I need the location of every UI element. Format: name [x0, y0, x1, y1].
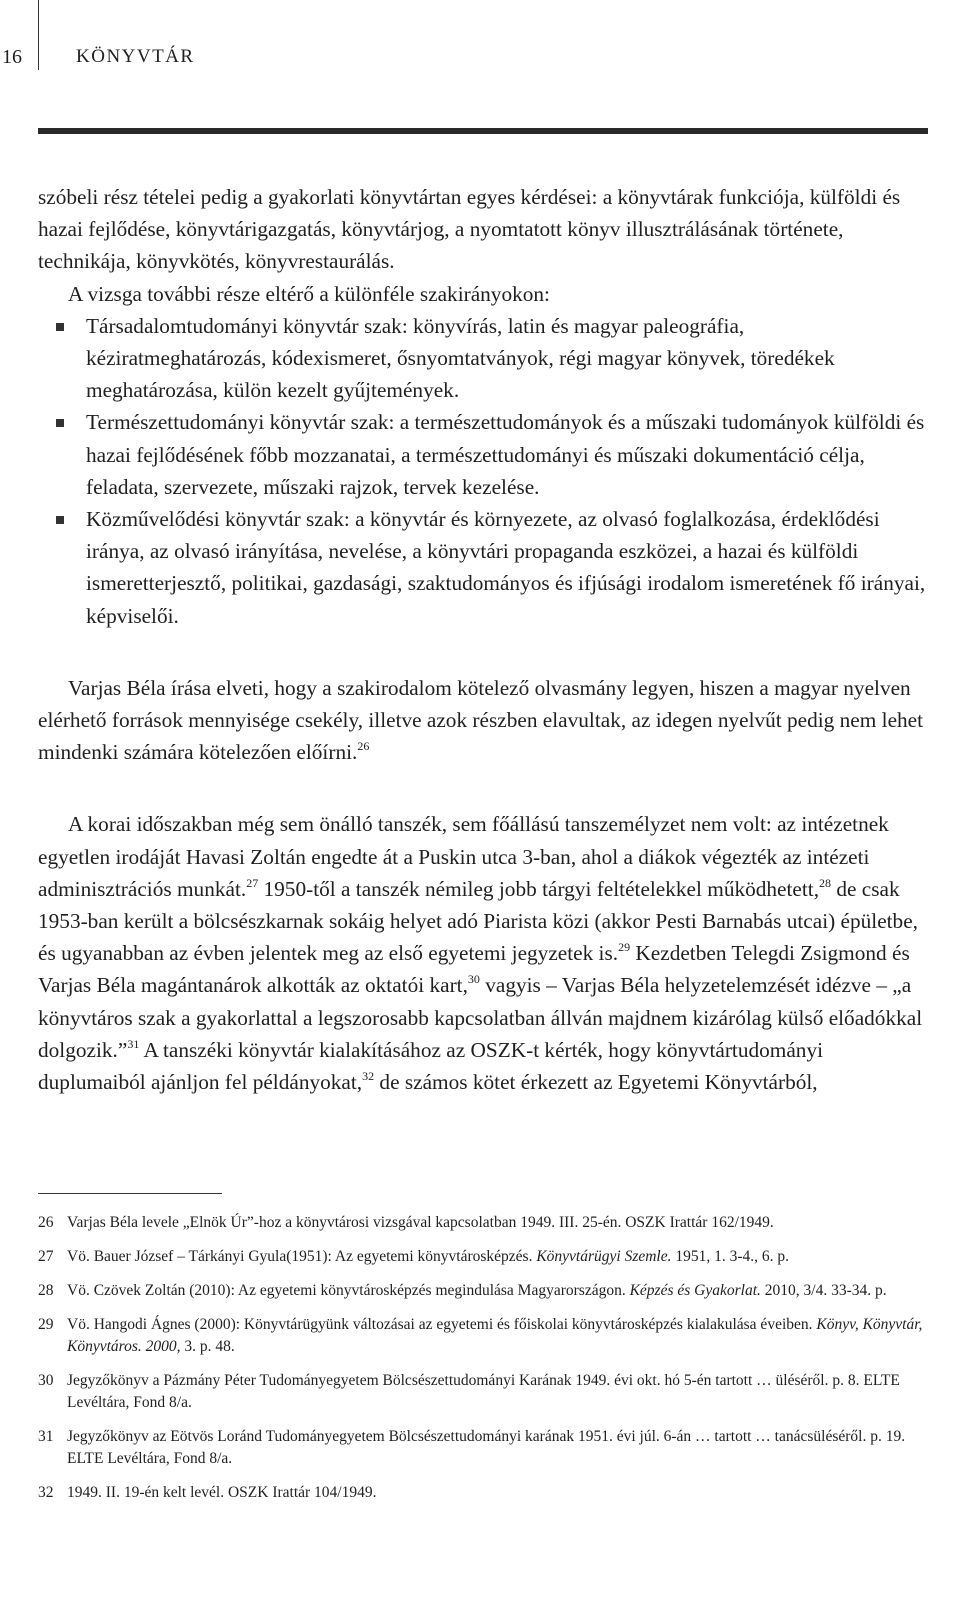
header-rule [38, 128, 928, 134]
list-item-text: Közművelődési könyvtár szak: a könyvtár és környezete, az olvasó foglalkozása, érdeklődési iránya, az olvasó irányítása, nevelése, a könyvtári propaganda eszközei, a hazai és külföldi ismeretterjesztő, politikai, gazdasági, szaktudományos és ifjúsági irodalom ismeretének fő irányai, képviselői. [86, 507, 926, 628]
footnote-number: 26 [38, 1214, 54, 1231]
footnote-ref: 31 [127, 1036, 140, 1051]
footnote-text: Varjas Béla levele „Elnök Úr”-hoz a könyvtárosi vizsgával kapcsolatban 1949. III. 25-én. OSZK Irattár 162/1949. [67, 1214, 774, 1231]
list-item-text: Természettudományi könyvtár szak: a természettudományok és a műszaki tudományok külföldi és hazai fejlődésének főbb mozzanatai, a természettudományi és műszaki dokumentáció célja, feladata, szervezete, műszaki rajzok, tervek kezelése. [86, 410, 925, 499]
footnote-27 [38, 1246, 928, 1268]
footnote-29 [38, 1314, 928, 1358]
running-head: KÖNYVTÁR [76, 46, 195, 67]
square-bullet-icon [56, 323, 64, 331]
footnote-26 [38, 1212, 928, 1234]
footnote-ref: 29 [618, 940, 631, 955]
footnotes-list [38, 1212, 928, 1516]
list-item [38, 406, 928, 503]
footnote-separator [38, 1193, 222, 1194]
footnote-ref: 26 [357, 739, 370, 754]
footnote-ref: 32 [362, 1069, 375, 1084]
footnote-number: 28 [38, 1282, 54, 1299]
footnote-31 [38, 1426, 928, 1470]
footnote-text: 1949. II. 19-én kelt levél. OSZK Irattár 104/1949. [67, 1484, 377, 1501]
footnote-number: 29 [38, 1316, 54, 1333]
paragraph-text: Varjas Béla írása elveti, hogy a szakirodalom kötelező olvasmány legyen, hiszen a magyar nyelven elérhető források mennyisége csekély, illetve azok részben elavultak, az idegen nyelvűt pedig nem lehet mindenki számára kötelezően előírni. [38, 675, 924, 765]
page-number: 16 [2, 46, 22, 68]
paragraph-text: de számos kötet érkezett az Egyetemi Könyvtárból, [374, 1070, 818, 1095]
footnote-32 [38, 1482, 928, 1504]
list-item [38, 503, 928, 632]
footnote-text: 1951, 1. 3-4., 6. p. [671, 1248, 790, 1265]
footnote-number: 30 [38, 1372, 54, 1389]
footnote-number: 27 [38, 1248, 54, 1265]
footnote-text: 2010, 3/4. 33-34. p. [760, 1282, 887, 1299]
paragraph-text: vagyis – Varjas Béla helyzetelemzését idézve – „a könyvtáros szak a gyakorlattal a legszorosabb kapcsolatban állván majdnem kizárólag külső előadókkal dolgozik.” [38, 973, 923, 1062]
footnote-number: 32 [38, 1484, 54, 1501]
footnote-28 [38, 1280, 928, 1302]
intro-paragraph: szóbeli rész tételei pedig a gyakorlati könyvtártan egyes kérdései: a könyvtárak funkciója, külföldi és hazai fejlődése, könyvtárigazgatás, könyvtárjog, a nyomtatott könyv illusztrálásának története, technikája, könyvkötés, könyvrestaurálás. [38, 185, 901, 274]
footnote-text: Vö. Bauer József – Tárkányi Gyula(1951): Az egyetemi könyvtárosképzés. [67, 1248, 537, 1265]
square-bullet-icon [56, 516, 64, 524]
header-vertical-rule [38, 0, 39, 70]
footnote-text: Vö. Hangodi Ágnes (2000): Könyvtárügyünk változásai az egyetemi és főiskolai könyvtárosképzés kialakulása éveiben. [67, 1316, 817, 1333]
paragraph-early-period [38, 808, 928, 1098]
footnote-ref: 27 [246, 875, 259, 890]
footnote-text: Vö. Czövek Zoltán (2010): Az egyetemi könyvtárosképzés megindulása Magyarországon. [67, 1282, 630, 1299]
paragraph-text: A tanszéki könyvtár kialakításához az OSZK-t kérték, hogy könyvtártudományi duplumaiból ajánljon fel példányokat, [38, 1037, 824, 1095]
footnote-number: 31 [38, 1428, 54, 1445]
list-item-text: Társadalomtudományi könyvtár szak: könyvírás, latin és magyar paleográfia, kéziratmeghatározás, kódexismeret, ősnyomtatványok, régi magyar könyvek, töredékek meghatározása, külön kezelt gyűjtemények. [86, 313, 835, 403]
square-bullet-icon [56, 419, 64, 427]
footnote-title: Könyv, Könyvtár, Könyvtáros. 2000 [67, 1316, 923, 1355]
bullet-list [38, 310, 928, 632]
lead-paragraph: A vizsga további része eltérő a különféle szakirányokon: [68, 281, 550, 306]
body-text [38, 181, 928, 1098]
paragraph-text: de csak 1953-ban került a bölcsészkarnak sokáig helyet adó Piarista közi (akkor Pesti Barnabás utcai) épületbe, és ugyanabban az évben jelentek meg az első egyetemi jegyzetek is. [38, 876, 918, 966]
footnote-text: , 3. p. 48. [176, 1338, 235, 1355]
footnote-ref: 30 [467, 972, 480, 987]
paragraph-varjas [38, 672, 928, 769]
footnote-title: Képzés és Gyakorlat. [629, 1282, 761, 1299]
footnote-30 [38, 1370, 928, 1414]
list-item [38, 310, 928, 407]
paragraph-text: A korai időszakban még sem önálló tanszék, sem főállású tanszemélyzet nem volt: az intézetnek egyetlen irodáját Havasi Zoltán engedte át a Puskin utca 3-ban, ahol a diákok végezték az intézeti adminisztrációs munkát. [38, 812, 889, 901]
paragraph-text: 1950-től a tanszék némileg jobb tárgyi feltételekkel működhetett, [258, 876, 820, 901]
footnote-ref: 28 [819, 875, 832, 890]
footnote-text: Jegyzőkönyv a Pázmány Péter Tudományegyetem Bölcsészettudományi Karának 1949. évi okt. hó 5-én tartott … üléséről. p. 8. ELTE Levéltára, Fond 8/a. [67, 1372, 900, 1411]
paragraph-text: Kezdetben Telegdi Zsigmond és Varjas Béla magántanárok alkották az oktatói kart, [38, 941, 910, 998]
footnote-text: Jegyzőkönyv az Eötvös Loránd Tudományegyetem Bölcsészettudományi karának 1951. évi júl. 6-án … tartott … tanácsüléséről. p. 19. ELTE Levéltára, Fond 8/a. [67, 1428, 906, 1467]
footnote-title: Könyvtárügyi Szemle. [536, 1248, 672, 1265]
